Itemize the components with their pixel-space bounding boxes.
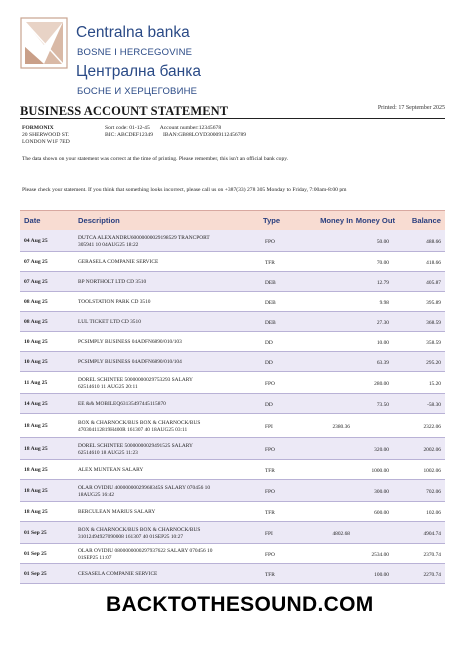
- description-cell-line2: 62514610 11 AUG25 20:11: [78, 384, 138, 390]
- table-row: [20, 460, 445, 480]
- description-cell-line2: 01SEP25 11:07: [78, 555, 112, 561]
- type-cell: TFR: [265, 260, 275, 266]
- header-type: Type: [263, 216, 281, 225]
- type-cell: DEB: [265, 320, 276, 326]
- type-cell: FPO: [265, 381, 275, 387]
- statement-title: BUSINESS ACCOUNT STATEMENT: [20, 104, 229, 118]
- date-cell: 01 Sep 25: [24, 530, 47, 536]
- type-cell: FPO: [265, 447, 275, 453]
- money-out-cell: 2534.00: [371, 552, 389, 558]
- header-money-out: Money Out: [355, 216, 395, 225]
- description-cell: TOOLSTATION PARK CD 3510: [78, 299, 151, 305]
- balance-cell: 4904.74: [423, 531, 441, 537]
- description-cell-line2: 470304112819H400R 161307 40 18AUG25 03:11: [78, 427, 188, 433]
- description-cell: BP NORTHOLT LTD CD 3510: [78, 279, 147, 285]
- description-cell: CESASELA COMPANIE SERVICE: [78, 571, 158, 577]
- date-cell: 10 Aug 25: [24, 359, 48, 365]
- date-cell: 18 Aug 25: [24, 467, 48, 473]
- table-row: [20, 394, 445, 414]
- account-number: Account number:12345678: [159, 125, 222, 131]
- balance-cell: 295.20: [426, 360, 441, 366]
- address-line-2: LONDON W1F 7ED: [22, 139, 70, 145]
- date-cell: 18 Aug 25: [24, 423, 48, 429]
- date-cell: 14 Aug 25: [24, 401, 48, 407]
- date-cell: 07 Aug 25: [24, 259, 48, 265]
- table-row: [20, 230, 445, 252]
- money-out-cell: 70.00: [376, 260, 389, 266]
- header-balance: Balance: [411, 216, 441, 225]
- watermark: BACKTOTHESOUND.COM: [106, 593, 374, 616]
- description-cell: BERCULEAN MARIUS SALARY: [78, 509, 156, 515]
- type-cell: FPO: [265, 552, 275, 558]
- table-header: [20, 210, 445, 230]
- type-cell: FPI: [265, 531, 273, 537]
- customer-address: [22, 125, 70, 146]
- type-cell: FPO: [265, 489, 275, 495]
- table-row: [20, 480, 445, 502]
- money-in-cell: 2380.36: [332, 424, 350, 430]
- bank-subtitle-latin: BOSNE I HERCEGOVINE: [77, 47, 193, 58]
- table-row: [20, 544, 445, 564]
- balance-cell: 405.87: [426, 280, 441, 286]
- table-row: [20, 502, 445, 522]
- date-cell: 18 Aug 25: [24, 509, 48, 515]
- header-date: Date: [24, 216, 41, 225]
- address-line-1: 20 SHERWOOD ST.: [22, 132, 70, 138]
- header-description: Description: [78, 216, 120, 225]
- date-cell: 01 Sep 25: [24, 551, 47, 557]
- description-cell-line2: 18AUG25 16:42: [78, 492, 115, 498]
- contact-notice: Please check your statement. If you think that something looks incorrect, please call us on +387(33) 278 305 Monday to Friday, 7:00am-8:00 pm: [22, 187, 347, 193]
- type-cell: DEB: [265, 280, 276, 286]
- balance-cell: -58.30: [427, 402, 441, 408]
- table-row: [20, 332, 445, 352]
- table-row: [20, 352, 445, 372]
- money-out-cell: 50.00: [376, 239, 389, 245]
- description-cell: LUL TICKET LTD CD 3510: [78, 319, 141, 325]
- date-cell: 10 Aug 25: [24, 339, 48, 345]
- money-out-cell: 300.00: [374, 489, 389, 495]
- customer-name: FORMONIX: [22, 125, 54, 131]
- accuracy-notice: The data shown on your statement was correct at the time of printing. Please remember, this isn't an official bank copy.: [22, 156, 289, 162]
- table-row: [20, 272, 445, 292]
- date-cell: 07 Aug 25: [24, 279, 48, 285]
- sort-code: Sort code: 01-12-45: [105, 125, 150, 131]
- bank-subtitle-cyrillic: БОСНЕ И ХЕРЦЕГОВИНЕ: [77, 86, 198, 97]
- description-cell: PCSIMPLY BUSINESS 04ADFN6890/010/103: [78, 339, 182, 345]
- iban: IBAN:GB88LOYD30009112456789: [163, 132, 247, 138]
- date-cell: 08 Aug 25: [24, 319, 48, 325]
- description-cell-line2: 31012494927090008 161307 40 01SEP25 10:27: [78, 534, 184, 540]
- type-cell: DEB: [265, 300, 276, 306]
- balance-cell: 2270.74: [423, 572, 441, 578]
- printed-date: Printed: 17 September 2025: [377, 105, 445, 111]
- date-cell: 18 Aug 25: [24, 446, 48, 452]
- bic-code: BIC: ABCDEF12349: [105, 132, 154, 138]
- balance-cell: 2322.06: [423, 424, 441, 430]
- bank-name-cyrillic: Централна банка: [76, 63, 201, 80]
- type-cell: TFR: [265, 468, 275, 474]
- money-out-cell: 27.30: [376, 320, 389, 326]
- description-cell: DOREL SCHINTEE 50000000029491525 SALARY: [78, 443, 193, 449]
- table-row: [20, 292, 445, 312]
- description-cell: DUTCA ALEXANDRU60000000029198529 TRANCPORT: [78, 235, 210, 241]
- date-cell: 11 Aug 25: [24, 380, 48, 386]
- money-out-cell: 280.00: [374, 381, 389, 387]
- balance-cell: 2002.06: [423, 447, 441, 453]
- description-cell: OLAR OVIDIU 0800000000297937622 SALARY 070456 10: [78, 548, 213, 554]
- header-money-in: Money In: [320, 216, 353, 225]
- bank-name-latin: Centralna banka: [76, 24, 190, 41]
- type-cell: DD: [265, 402, 273, 408]
- date-cell: 04 Aug 25: [24, 238, 48, 244]
- balance-cell: 358.59: [426, 340, 441, 346]
- money-out-cell: 10.00: [376, 340, 389, 346]
- money-out-cell: 73.50: [376, 402, 389, 408]
- money-in-cell: 4802.68: [332, 531, 350, 537]
- balance-cell: 102.06: [426, 510, 441, 516]
- money-out-cell: 600.00: [374, 510, 389, 516]
- money-out-cell: 320.00: [374, 447, 389, 453]
- balance-cell: 488.66: [426, 239, 441, 245]
- description-cell-line2: 62514610 18 AUG25 11:23: [78, 450, 138, 456]
- description-cell: BOX & CHARNOCK/BUS BOX & CHARNOCK/BUS: [78, 527, 201, 533]
- date-cell: 01 Sep 25: [24, 571, 47, 577]
- money-out-cell: 12.79: [376, 280, 389, 286]
- money-out-cell: 1000.00: [371, 468, 389, 474]
- table-row: [20, 372, 445, 394]
- balance-cell: 395.89: [426, 300, 441, 306]
- balance-cell: 418.66: [426, 260, 441, 266]
- money-out-cell: 100.00: [374, 572, 389, 578]
- table-row: [20, 252, 445, 272]
- type-cell: FPO: [265, 239, 275, 245]
- title-divider: [20, 118, 445, 119]
- description-cell: OLAR OVIDIU 40000000029968345S SALARY 070456 10: [78, 485, 211, 491]
- description-cell: ALEX MUNTEAN SALARY: [78, 467, 144, 473]
- table-row: [20, 522, 445, 544]
- bank-logo-icon: [20, 17, 70, 71]
- description-cell: DOREL SCHINTEE 50000000029753293 SALARY: [78, 377, 193, 383]
- balance-cell: 2370.74: [423, 552, 441, 558]
- balance-cell: 1002.06: [423, 468, 441, 474]
- money-out-cell: 63.39: [376, 360, 389, 366]
- description-cell-line2: 305941 10 04AUG25 18:22: [78, 242, 139, 248]
- table-body: [20, 230, 445, 584]
- description-cell: BOX & CHARNOCK/BUS BOX & CHARNOCK/BUS: [78, 420, 201, 426]
- table-row: [20, 414, 445, 438]
- type-cell: DD: [265, 360, 273, 366]
- balance-cell: 15.20: [428, 381, 441, 387]
- date-cell: 18 Aug 25: [24, 488, 48, 494]
- description-cell: EE && MOBILEQ63135497445115870: [78, 401, 166, 407]
- type-cell: TFR: [265, 510, 275, 516]
- type-cell: TFR: [265, 572, 275, 578]
- table-row: [20, 312, 445, 332]
- date-cell: 08 Aug 25: [24, 299, 48, 305]
- balance-cell: 702.06: [426, 489, 441, 495]
- balance-cell: 368.59: [426, 320, 441, 326]
- money-out-cell: 9.98: [379, 300, 389, 306]
- type-cell: DD: [265, 340, 273, 346]
- table-row: [20, 564, 445, 584]
- description-cell: GERASELA COMPANIE SERVICE: [78, 259, 159, 265]
- type-cell: FPI: [265, 424, 273, 430]
- account-details: [105, 125, 256, 139]
- description-cell: PCSIMPLY BUSINESS 04ADFN6890/010/104: [78, 359, 182, 365]
- table-row: [20, 438, 445, 460]
- transactions-table: [20, 210, 445, 584]
